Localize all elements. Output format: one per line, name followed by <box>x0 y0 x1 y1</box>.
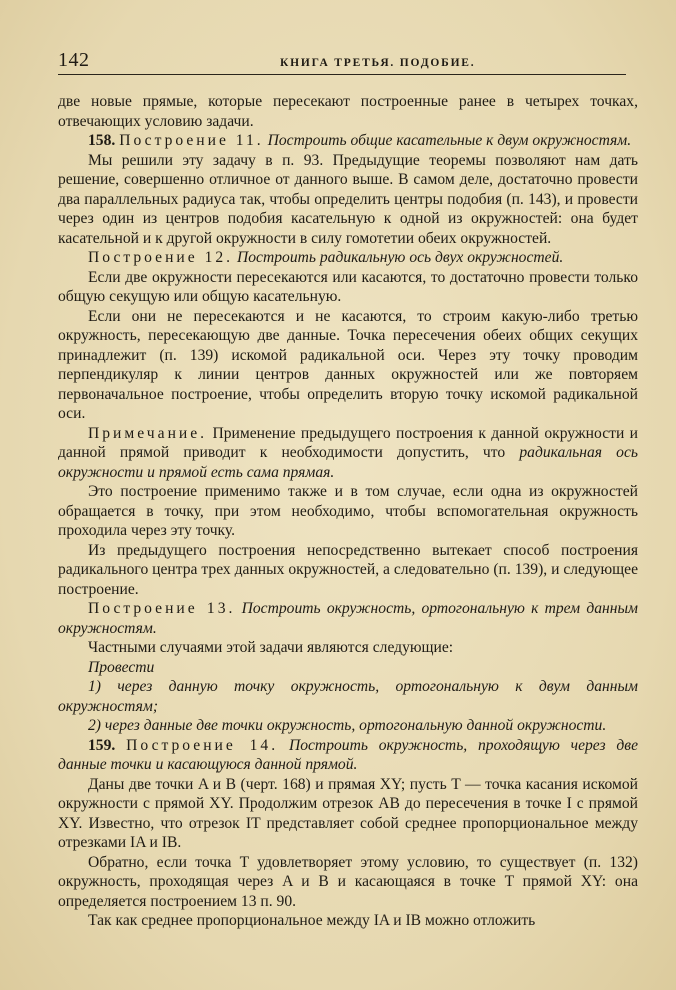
construction-title: Построить окружность, ортогональную к трем данным окружностям. <box>58 600 639 637</box>
construction-label: Построение 14. <box>126 736 279 754</box>
section-number: 159. <box>88 736 116 754</box>
paragraph: Если две окружности пересекаются или касаются, то достаточно провести только общую секущую или общую касательную. <box>58 268 638 305</box>
construction-title: Построить радикальную ось двух окружностей. <box>237 249 564 266</box>
paragraph <box>58 658 638 678</box>
page-body <box>58 92 638 931</box>
paragraph: Если они не пересекаются и не касаются, то строим какую-либо третью окружность, пересекающую две данные. Точка пересечения обеих общих секущих принадлежит (п. 139) искомой радикальной оси. Через эту точку проводим перпендикуляр к линии центров данных окружностей или же повторяем первоначальное построение, чтобы определить вторую точку искомой радикальной оси. <box>58 307 638 422</box>
note-label: Примечание. <box>88 424 208 442</box>
list-item <box>58 716 638 736</box>
italic-text: Провести <box>88 658 155 676</box>
paragraph: Мы решили эту задачу в п. 93. Предыдущие теоремы позволяют нам дать решение, совершенно отличное от данного выше. В самом деле, достаточно провести два параллельных радиуса так, чтобы определить центры подобия (п. 143), и провести через один из центров подобия касательную к одной из окружностей: она будет касательной и к другой окружности в силу гомотетии обеих окружностей. <box>58 151 638 247</box>
note-italic: радикальная ось окружности и прямой есть сама прямая. <box>58 444 639 481</box>
note-paragraph <box>58 424 638 483</box>
construction-heading <box>58 599 638 638</box>
page-number: 142 <box>58 49 90 71</box>
construction-label: Построение 12. <box>88 249 234 266</box>
paragraph: Это построение применимо также и в том случае, если одна из окружностей обращается в точку, при этом необходимо, чтобы вспомогательная окружность проходила через эту точку. <box>58 483 638 539</box>
paragraph: Обратно, если точка T удовлетворяет этому условию, то существует (п. 132) окружность, проходящая через A и B и касающаяся в точке T прямой XY: она определяется построением 13 п. 90. <box>58 853 638 910</box>
paragraph: Из предыдущего построения непосредственно вытекает способ построения радикального центра трех данных окружностей, а следовательно (п. 139), и следующее построение. <box>58 541 638 598</box>
list-item <box>58 677 638 716</box>
section-heading-159 <box>58 736 638 775</box>
section-number: 158. <box>88 132 116 149</box>
note-text: Применение предыдущего построения к данной окружности и данной прямой приводит к необходимости допустить, что <box>58 424 638 461</box>
paragraph: Так как среднее пропорциональное между IA и IB можно отложить <box>88 912 536 929</box>
construction-heading <box>58 248 638 268</box>
running-head: КНИГА ТРЕТЬЯ. ПОДОБИЕ. <box>280 57 476 69</box>
paragraph: Даны две точки A и B (черт. 168) и прямая XY; пусть T — точка касания искомой окружности с прямой XY. Продолжим отрезок AB до пересечения в точке I с прямой XY. Известно, что отрезок IT представляет собой среднее пропорциональное между отрезками IA и IB. <box>58 775 638 851</box>
construction-title: Построить общие касательные к двум окружностям. <box>267 132 632 149</box>
italic-text: 2) через данные две точки окружность, ортогональную данной окружности. <box>88 717 607 734</box>
construction-title: Построить окружность, проходящую через две данные точки и касающуюся данной прямой. <box>58 736 638 773</box>
section-heading-158 <box>58 131 638 151</box>
paragraph: две новые прямые, которые пересекают построенные ранее в четырех точках, отвечающих условию задачи. <box>58 93 638 130</box>
italic-text: 1) через данную точку окружность, ортогональную к двум данным окружностям; <box>58 678 638 715</box>
paragraph: Частными случаями этой задачи являются следующие: <box>88 639 454 656</box>
page-header <box>58 44 626 75</box>
construction-label: Построение 11. <box>119 132 264 149</box>
construction-label: Построение 13. <box>88 600 236 617</box>
